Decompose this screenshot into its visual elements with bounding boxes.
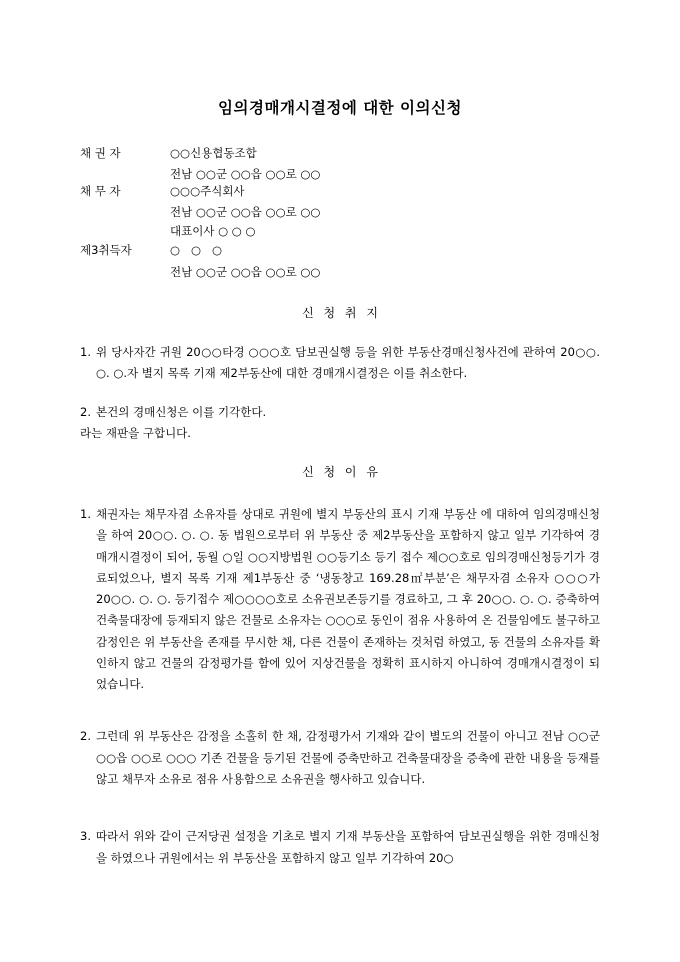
creditor-label: 채 권 자 [80, 146, 121, 160]
purpose-item-text: 위 당사자간 귀원 20○○타경 ○○○호 담보권실행 등을 위한 부동산경매신청사건에 관하여 20○○. ○. ○.자 별지 목록 기재 제2부동산에 대한 경매개시결정은 이를 취소한다. [96, 345, 600, 380]
creditor-name: ○○신용협동조합 [170, 146, 257, 160]
purpose-heading: 신 청 취 지 [302, 306, 378, 320]
reason-item-3 [80, 825, 600, 869]
reason-item-2 [80, 726, 600, 791]
reason-item-number: 2. [80, 729, 91, 743]
reason-item-number: 3. [80, 829, 91, 843]
purpose-item-2 [80, 402, 600, 423]
purpose-item-number: 2. [80, 405, 91, 419]
document-title: 임의경매개시결정에 대한 이의신청 [218, 99, 462, 117]
reason-item-number: 1. [80, 507, 91, 521]
reasons-heading: 신 청 이 유 [302, 465, 378, 479]
debtor-name: ○○○주식회사 [170, 184, 245, 198]
purpose-closing: 라는 재판을 구합니다. [80, 426, 191, 440]
acquirer-row [80, 241, 223, 259]
debtor-row [80, 182, 245, 200]
purpose-item-1 [80, 342, 600, 384]
reason-item-text: 그런데 위 부동산은 감정을 소홀히 한 채, 감정평가서 기재와 같이 별도의 건물이 아니고 전남 ○○군 ○○읍 ○○로 ○○○ 기존 건물을 등기된 건물에 증축만하고 건축물대장을 증축에 관한 내용을 등재를 않고 채무자 소유로 점유 사용함으로 소유권을 행사하고 있습니다. [96, 729, 600, 786]
debtor-label: 채 무 자 [80, 184, 121, 198]
acquirer-label: 제3취득자 [80, 243, 132, 257]
acquirer-address: 전남 ○○군 ○○읍 ○○로 ○○ [170, 265, 321, 279]
purpose-item-text: 본건의 경매신청은 이를 기각한다. [96, 405, 267, 419]
debtor-address: 전남 ○○군 ○○읍 ○○로 ○○ [170, 205, 321, 219]
creditor-address: 전남 ○○군 ○○읍 ○○로 ○○ [170, 167, 321, 181]
acquirer-name: ○ ○ ○ [170, 243, 223, 257]
debtor-representative: 대표이사 ○ ○ ○ [170, 224, 256, 238]
reason-item-text: 채권자는 채무자겸 소유자를 상대로 귀원에 별지 부동산의 표시 기재 부동산 에 대하여 임의경매신청을 하여 20○○. ○. ○. 동 법원으로부터 위 부동산 중 제2부동산을 포함하지 않고 일부 기각하여 경매개시결정이 되어, 동월 ○일 ○○지방법원 ○○등기소 등기 접수 제○○호로 임의경매신청등기가 경료되었으나, 별지 목록 기재 제1부동산 중 ‘냉동창고 169.28㎡부분’은 채무자겸 소유자 ○○○가 20○○. ○. ○. 등기접수 제○○○○호로 소유권보존등기를 경료하고, 그 후 20○○. ○. ○. 증축하여 건축물대장에 등재되지 않은 건물로 소유자는 ○○○로 동인이 점유 사용하여 온 건물임에도 불구하고 감정인은 위 부동산을 존재를 무시한 채, 다른 건물이 존재하는 것처럼 하였고, 동 건물의 소유자를 확인하지 않고 건물의 감정평가를 함에 있어 지상건물을 정확히 표시하지 아니하여 경매개시결정이 되었습니다. [96, 507, 600, 692]
reason-item-text: 따라서 위와 같이 근저당권 설정을 기초로 별지 기재 부동산을 포함하여 담보권실행을 위한 경매신청을 하였으나 귀원에서는 위 부동산을 포함하지 않고 일부 기각하여 20○ [96, 829, 600, 865]
purpose-item-number: 1. [80, 345, 91, 359]
creditor-row [80, 144, 257, 162]
reason-item-1 [80, 504, 600, 696]
